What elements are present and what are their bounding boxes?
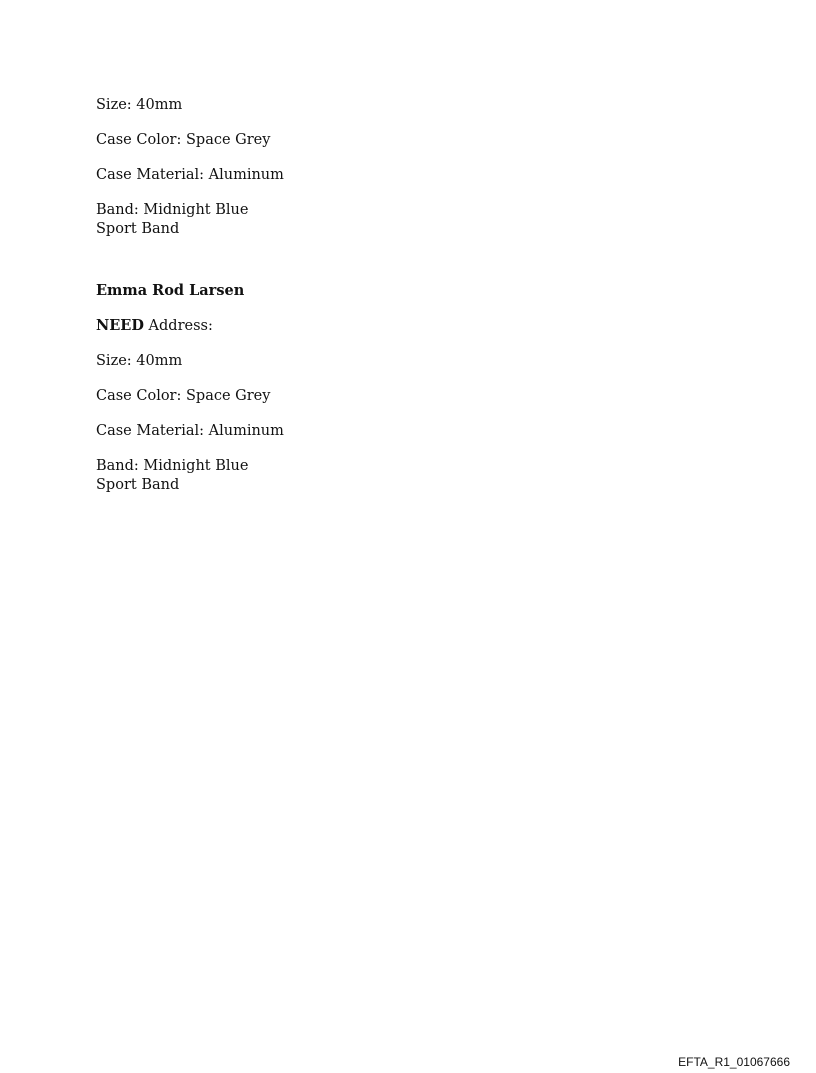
need-label: NEED <box>96 317 144 334</box>
case-color-line: Case Color: Space Grey <box>96 388 271 404</box>
band-line: Band: Midnight Blue Sport Band <box>96 458 249 493</box>
size-line: Size: 40mm <box>96 97 183 113</box>
document-id: EFTA_R1_01067666 <box>678 1055 790 1069</box>
document-body <box>96 96 296 495</box>
size-line: Size: 40mm <box>96 353 183 369</box>
address-label: Address: <box>143 318 213 334</box>
address-line <box>96 316 296 336</box>
band-line: Band: Midnight Blue Sport Band <box>96 202 249 237</box>
case-material-line: Case Material: Aluminum <box>96 423 284 439</box>
case-material-line: Case Material: Aluminum <box>96 167 284 183</box>
case-color-line: Case Color: Space Grey <box>96 132 271 148</box>
recipient-name: Emma Rod Larsen <box>96 282 245 299</box>
